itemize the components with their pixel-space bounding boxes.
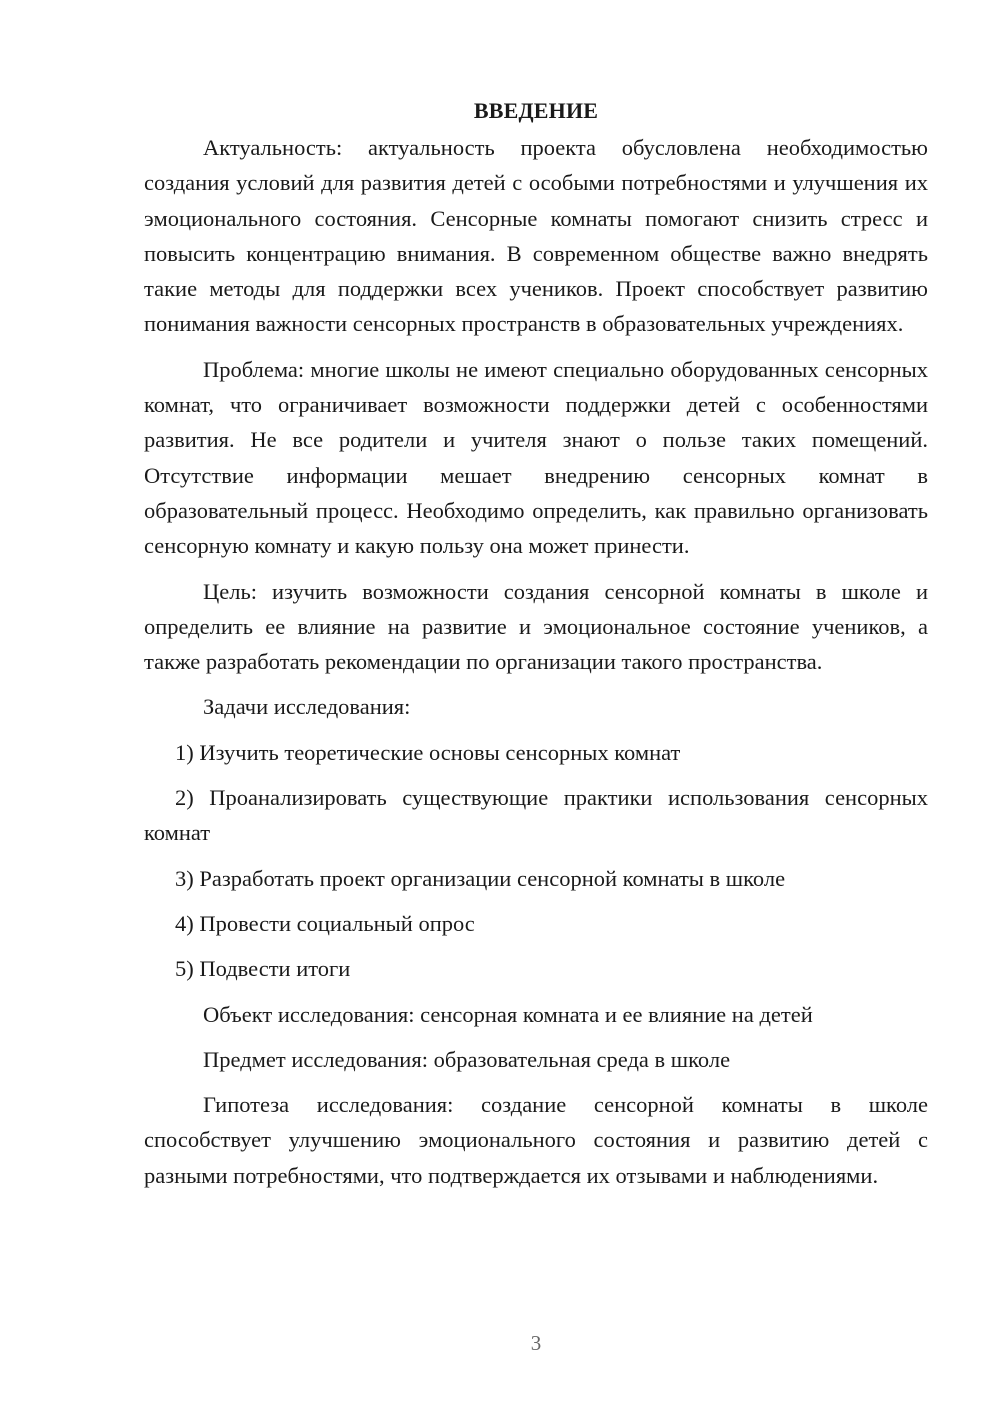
document-page — [144, 96, 928, 1193]
task-item-3: 3) Разработать проект организации сенсорной комнаты в школе — [175, 865, 786, 891]
page-number: 3 — [530, 1331, 542, 1355]
paragraph-goal: Цель: изучить возможности создания сенсорной комнаты в школе и определить ее влияние на развитие и эмоциональное состояние учеников, а также разработать рекомендации по организации такого пространства. — [144, 578, 928, 675]
tasks-heading: Задачи исследования: — [203, 694, 411, 720]
paragraph-problem: Проблема: многие школы не имеют специально оборудованных сенсорных комнат, что ограничивает возможности поддержки детей с особенностями развития. Не все родители и учителя знают о пользе таких помещений. Отсутствие информации мешает внедрению сенсорных комнат в образовательный процесс. Необходимо определить, как правильно организовать сенсорную комнату и какую пользу она может принести. — [144, 356, 928, 559]
section-title: ВВЕДЕНИЕ — [473, 98, 599, 123]
paragraph-relevance: Актуальность: актуальность проекта обусловлена необходимостью создания условий для развития детей с особыми потребностями и улучшения их эмоционального состояния. Сенсорные комнаты помогают снизить стресс и повысить концентрацию внимания. В современном обществе важно внедрять такие методы для поддержки всех учеников. Проект способствует развитию понимания важности сенсорных пространств в образовательных учреждениях. — [144, 135, 928, 337]
task-item-5: 5) Подвести итоги — [175, 956, 351, 982]
task-item-4: 4) Провести социальный опрос — [175, 910, 475, 936]
paragraph-object: Объект исследования: сенсорная комната и ее влияние на детей — [203, 1001, 813, 1027]
task-item-2: 2) Проанализировать существующие практики использования сенсорных комнат — [144, 785, 928, 846]
paragraph-subject: Предмет исследования: образовательная среда в школе — [203, 1046, 731, 1072]
paragraph-hypothesis: Гипотеза исследования: создание сенсорной комнаты в школе способствует улучшению эмоционального состояния и развитию детей с разными потребностями, что подтверждается их отзывами и наблюдениями. — [144, 1092, 928, 1188]
task-item-1: 1) Изучить теоретические основы сенсорных комнат — [175, 739, 681, 765]
